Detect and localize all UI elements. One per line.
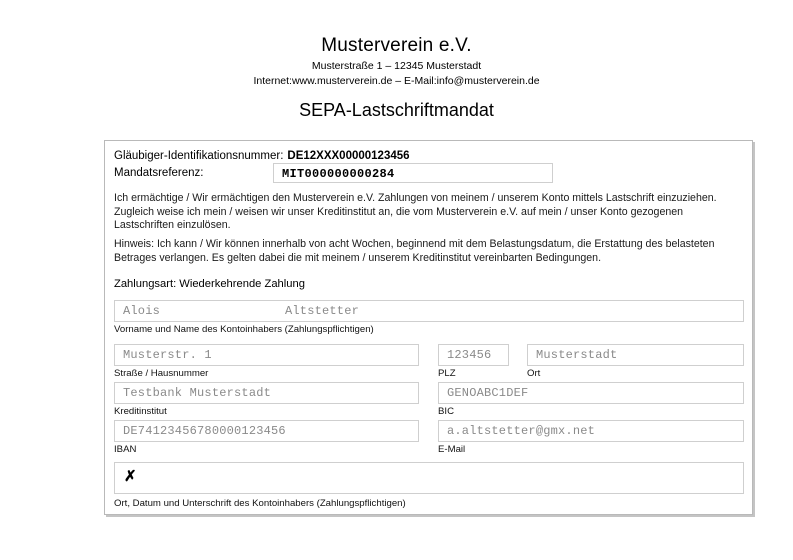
organization-contact: Internet:www.musterverein.de – E-Mail:info@musterverein.de (253, 75, 540, 87)
creditor-id-row (114, 149, 410, 163)
street-field[interactable] (114, 344, 419, 366)
iban-field[interactable] (114, 420, 419, 442)
signature-cross-icon: ✗ (124, 468, 137, 485)
iban-caption: IBAN (114, 444, 137, 455)
city-field[interactable] (527, 344, 744, 366)
postal-code-field[interactable] (438, 344, 509, 366)
iban-value: DE74123456780000123456 (123, 424, 286, 438)
postal-code-value: 123456 (447, 348, 492, 362)
bic-field[interactable] (438, 382, 744, 404)
mandate-reference-value: MIT000000000284 (282, 167, 395, 181)
mandate-form-frame (104, 140, 753, 515)
email-field[interactable] (438, 420, 744, 442)
letterhead (0, 34, 793, 89)
payment-type-text: Zahlungsart: Wiederkehrende Zahlung (114, 278, 305, 290)
bank-name-caption: Kreditinstitut (114, 406, 167, 417)
postal-code-caption: PLZ (438, 368, 456, 379)
street-caption: Straße / Hausnummer (114, 368, 209, 379)
refund-hint-text: Hinweis: Ich kann / Wir können innerhalb von acht Wochen, beginnend mit dem Belastungsdatum, die Erstattung des belasteten Betrages verlangen. Es gelten dabei die mit meinem / unserem Kreditinstitut vereinbarten Bedingungen. (114, 238, 715, 264)
email-value: a.altstetter@gmx.net (447, 424, 596, 438)
mandate-reference-label: Mandatsreferenz: (114, 167, 204, 179)
bic-caption: BIC (438, 406, 454, 417)
first-name-value: Alois (123, 304, 161, 318)
street-value: Musterstr. 1 (123, 348, 212, 362)
page-title: SEPA-Lastschriftmandat (299, 100, 494, 120)
creditor-id-value: DE12XXX00000123456 (287, 150, 410, 162)
signature-field[interactable] (114, 462, 744, 494)
bank-name-value: Testbank Musterstadt (123, 386, 272, 400)
creditor-id-label: Gläubiger-Identifikationsnummer: (114, 150, 284, 162)
mandate-reference-field[interactable] (273, 163, 553, 183)
account-holder-name-caption: Vorname und Name des Kontoinhabers (Zahlungspflichtigen) (114, 324, 374, 335)
organization-name: Musterverein e.V. (321, 35, 472, 56)
signature-caption: Ort, Datum und Unterschrift des Kontoinhabers (Zahlungspflichtigen) (114, 498, 406, 509)
email-caption: E-Mail (438, 444, 466, 455)
city-value: Musterstadt (536, 348, 618, 362)
account-holder-name-field[interactable] (114, 300, 744, 322)
city-caption: Ort (527, 368, 541, 379)
bank-name-field[interactable] (114, 382, 419, 404)
authorization-text: Ich ermächtige / Wir ermächtigen den Musterverein e.V. Zahlungen von meinem / unserem Konto mittels Lastschrift einzuziehen. Zugleich weise ich mein / weisen wir unser Kreditinstitut an, die vom Musterverein e.V. auf mein / unser Konto gezogenen Lastschriften einzulösen. (114, 192, 717, 232)
last-name-value: Altstetter (285, 304, 360, 318)
bic-value: GENOABC1DEF (447, 386, 529, 400)
organization-address: Musterstraße 1 – 12345 Musterstadt (311, 60, 482, 72)
